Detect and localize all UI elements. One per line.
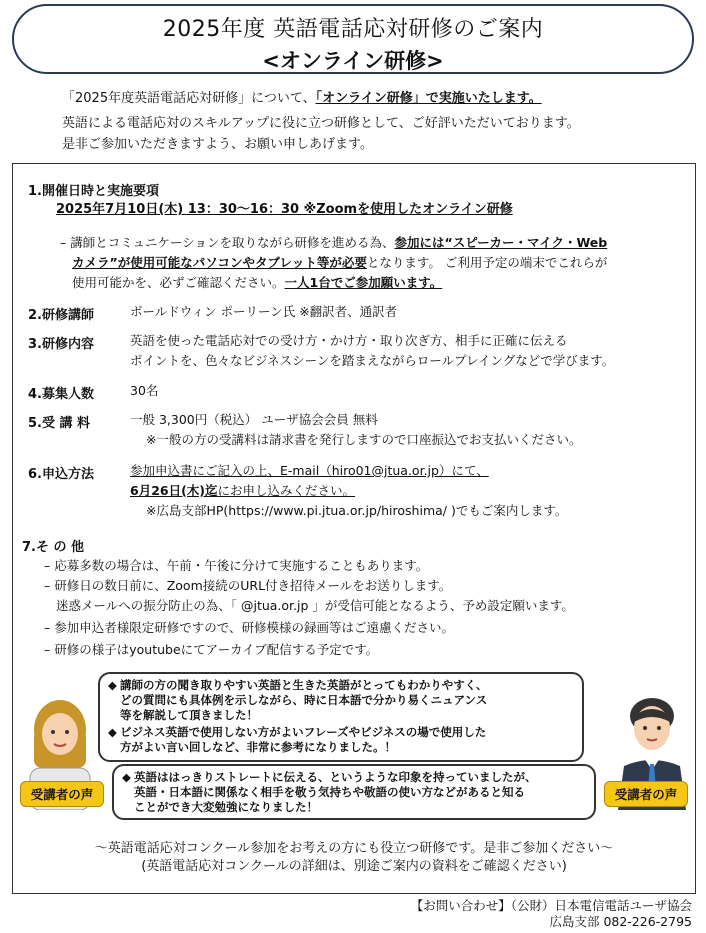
diamond-icon: ◆: [122, 770, 131, 784]
bubble-text: 講師の方の聞き取りやすい英語と生きた英語がとってもわかりやすく、: [120, 678, 488, 692]
content-line-1: 英語を使った電話応対での受け方・かけ方・取り次ぎ方、相手に正確に伝える: [130, 333, 568, 348]
intro-line-3: 是非ご参加いただきますよう、お願い申しあげます。: [62, 137, 373, 152]
diamond-icon: ◆: [108, 678, 117, 692]
intro-line-1: [62, 88, 692, 109]
bubble-line: [108, 725, 574, 740]
content-line-2: ポイントを、色々なビジネスシーンを踏まえながらロールプレイングなどで学びます。: [130, 353, 615, 368]
instructor-value: ボールドウィン ポーリーン氏 ※翻訳者、通訳者: [130, 304, 398, 319]
section-6-label: 6.申込方法: [28, 467, 94, 482]
contact-line-2: 広島支部 082-226-2795: [549, 914, 692, 929]
other-item: – 研修の様子はyoutubeにてアーカイブ配信する予定です。: [44, 642, 379, 657]
apply-line-3: ※広島支部HP(https://www.pi.jtua.or.jp/hiroshima/ )でもご案内します。: [146, 503, 568, 518]
bubble-line: 英語・日本語に関係なく相手を敬う気持ちや敬語の使い方などがあると知る: [134, 785, 525, 799]
s1-note-2: [72, 253, 607, 273]
other-item: – 参加申込者様限定研修ですので、研修模様の録画等はご遠慮ください。: [44, 620, 454, 635]
voice-badge-right: 受講者の声: [604, 781, 688, 807]
intro-emphasis: 「オンライン研修」で実施いたします。: [315, 91, 542, 106]
closing: [12, 840, 696, 876]
speech-bubble-2: [112, 764, 596, 820]
intro-line-2: 英語による電話応対のスキルアップに役に立つ研修として、ご好評いただいております。: [62, 116, 580, 131]
page-title: 2025年度 英語電話応対研修のご案内: [162, 17, 544, 42]
intro: [62, 88, 692, 155]
apply-text: にお申し込みください。: [217, 483, 356, 498]
bubble-line: [122, 770, 586, 785]
bubble-text: 英語ははっきりストレートに伝える、というような印象を持っていましたが、: [134, 770, 537, 784]
title-box: [12, 4, 694, 74]
closing-line-1: 〜英語電話応対コンクール参加をお考えの方にも役立つ研修です。是非ご参加ください〜: [94, 841, 614, 856]
section-7-label: 7.そ の 他: [22, 540, 85, 555]
section-5-label: 5.受 講 料: [28, 416, 91, 431]
note-text: 使用可能かを、必ずご確認ください。: [72, 275, 285, 290]
note-text: となります。 ご利用予定の端末でこれらが: [366, 255, 608, 270]
bubble-line: どの質問にも具体例を示しながら、時に日本語で分かり易くニュアンス: [120, 693, 488, 707]
section-3-label: 3.研修内容: [28, 337, 94, 352]
capacity-value: 30名: [130, 383, 159, 398]
apply-text: 参加申込書にご記入の上、E-mail（hiro01@jtua.or.jp）にて、: [130, 463, 489, 478]
closing-line-2: (英語電話応対コンクールの詳細は、別途ご案内の資料をご確認ください): [141, 859, 567, 874]
intro-text: 「2025年度英語電話応対研修」について、: [62, 91, 316, 106]
other-item: – 応募多数の場合は、午前・午後に分けて実施することもあります。: [44, 558, 429, 573]
page-subtitle: <オンライン研修>: [262, 49, 444, 73]
diamond-icon: ◆: [108, 725, 117, 739]
fee-line-2: ※一般の方の受講料は請求書を発行しますので口座振込でお支払いください。: [146, 432, 582, 447]
note-text: – 講師とコミュニケーションを取りながら研修を進める為、: [60, 235, 395, 250]
other-item: 迷惑メールへの振分防止の為、「 @jtua.or.jp 」が受信可能となるよう、予め設定願います。: [56, 598, 574, 613]
bubble-text: ビジネス英語で使用しない方がよいフレーズやビジネスの場で使用した: [120, 725, 487, 739]
section-2-label: 2.研修講師: [28, 308, 94, 323]
apply-deadline: 6月26日(木)迄: [130, 483, 218, 498]
apply-line-2: [130, 481, 355, 501]
bubble-line: ことができ大変勉強になりました！: [134, 800, 318, 814]
note-emphasis: 一人1台でご参加願います。: [284, 275, 443, 290]
s1-note-3: [72, 273, 442, 293]
event-date: 2025年7月10日(木) 13：30〜16：30 ※Zoomを使用したオンライン研修: [56, 202, 513, 217]
bubble-line: 等を解説して頂きました！: [120, 708, 258, 722]
other-item: – 研修日の数日前に、Zoom接続のURL付き招待メールをお送りします。: [44, 578, 452, 593]
fee-line-1: 一般 3,300円（税込） ユーザ協会会員 無料: [130, 412, 378, 427]
apply-line-1: [130, 461, 489, 481]
contact-line-1: 【お問い合わせ】（公財）日本電信電話ユーザ協会: [410, 898, 692, 913]
bubble-line: [108, 678, 574, 693]
bubble-line: 方がよい言い回しなど、非常に参考になりました。！: [120, 740, 396, 754]
section-1-label: 1.開催日時と実施要項: [28, 184, 159, 199]
s1-note-1: [60, 233, 607, 253]
note-emphasis: 参加には“スピーカー・マイク・Web: [394, 235, 608, 250]
section-4-label: 4.募集人数: [28, 387, 94, 402]
contact-footer: [411, 898, 692, 930]
note-emphasis: カメラ”が使用可能なパソコンやタブレット等が必要: [72, 255, 367, 270]
voice-badge-left: 受講者の声: [20, 781, 104, 807]
speech-bubble-1: [98, 672, 584, 762]
